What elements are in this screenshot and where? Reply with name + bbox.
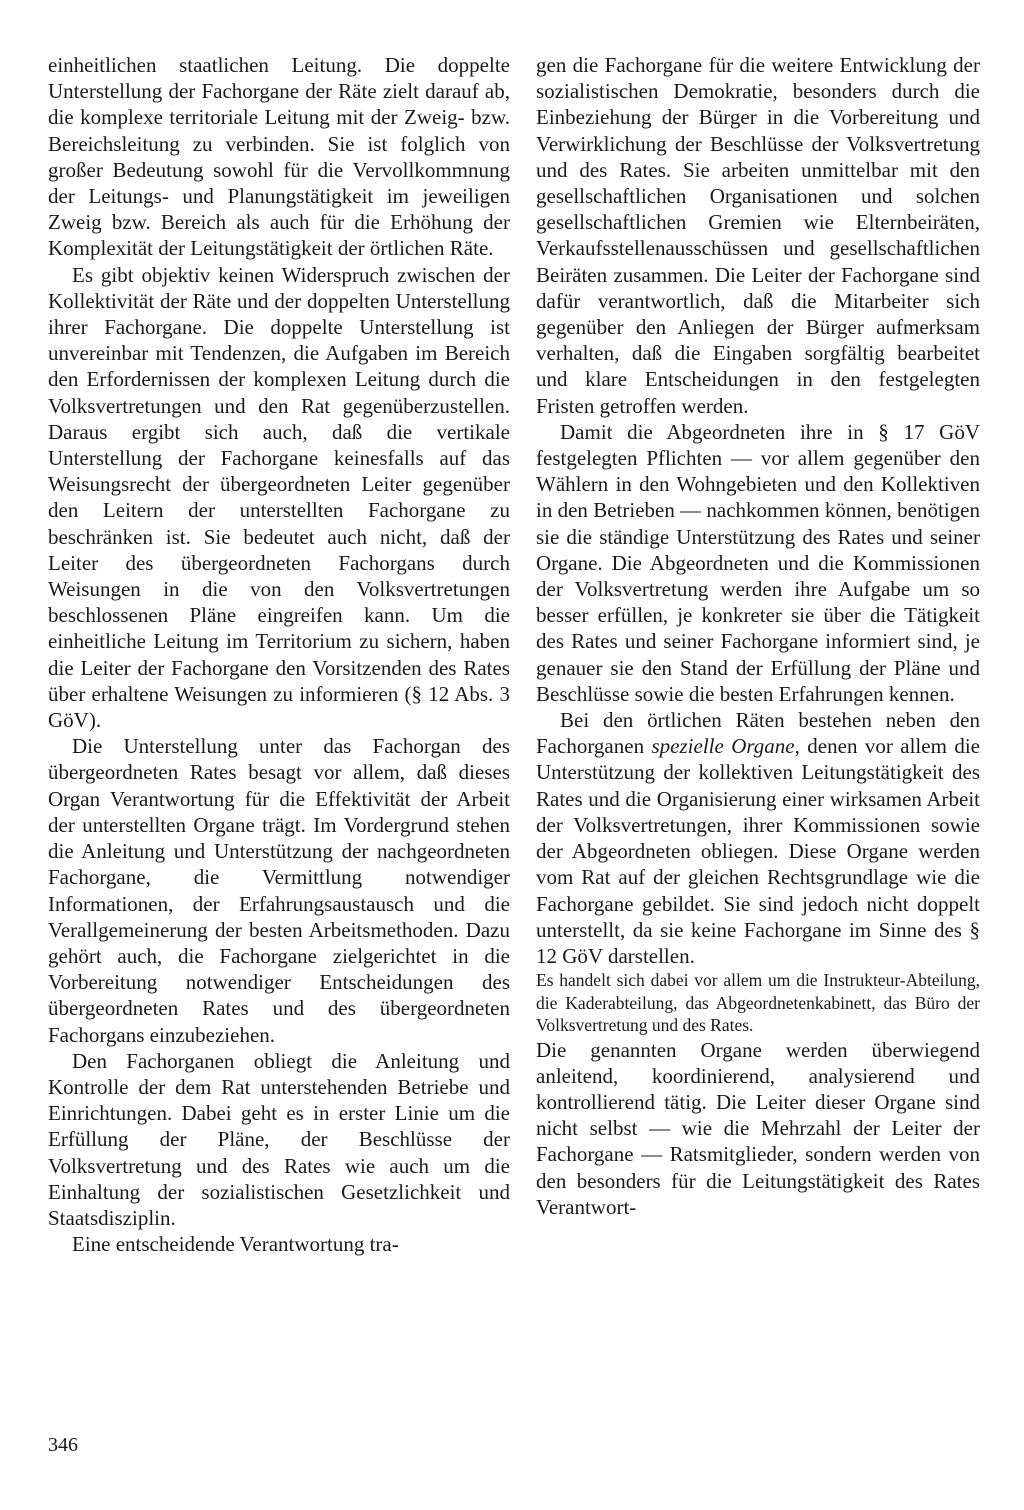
paragraph [536,707,980,969]
paragraph: einheitlichen staatlichen Leitung. Die doppelte Unterstellung der Fachorgane der Räte zielt darauf ab, die komplexe territoriale Leitung mit der Zweig- bzw. Bereichsleitung zu verbinden. Sie ist folglich von großer Bedeutung sowohl für die Vervollkommnung der Leitungs- und Planungstätigkeit im jeweiligen Zweig bzw. Bereich als auch für die Erhöhung der Komplexität der Leitungstätigkeit der örtlichen Räte. [48,53,510,261]
paragraph: Den Fachorganen obliegt die Anleitung und Kontrolle der dem Rat unterstehenden Betriebe und Einrichtungen. Dabei geht es in erster Linie um die Erfüllung der Pläne, der Beschlüsse der Volksvertretung und des Rates wie auch um die Einhaltung der sozialistischen Gesetzlichkeit und Staatsdisziplin. [48,1048,510,1230]
paragraph-text: Bei den örtlichen Räten bestehen neben den Fachorganen [536,708,980,759]
paragraph: Eine entscheidende Verantwortung tra- [72,1232,399,1257]
paragraph: Die Unterstellung unter das Fachorgan des übergeordneten Rates besagt vor allem, daß dieses Organ Verantwortung für die Effektivität der Arbeit der unterstellten Organe trägt. Im Vordergrund stehen die Anleitung und Unterstützung der nachgeordneten Fachorgane, die Vermittlung notwendiger Informationen, der Erfahrungsaustausch und die Verallgemeinerung der besten Arbeitsmethoden. Dazu gehört auch, die Fachorgane zielgerichtet in die Vorbereitung notwendiger Entscheidungen des übergeordneten Rates und des übergeordneten Fachorgans einzubeziehen. [48,734,510,1047]
page-number: 346 [48,1434,78,1456]
paragraph: Es gibt objektiv keinen Widerspruch zwischen der Kollektivität der Räte und der doppelten Unterstellung ihrer Fachorgane. Die doppelte Unterstellung ist unvereinbar mit Tendenzen, die Aufgaben im Bereich den Erfordernissen der komplexen Leitung durch die Volksvertretungen und den Rat gegenüberzustellen. Daraus ergibt sich auch, daß die vertikale Unterstellung der Fachorgane keinesfalls auf das Weisungsrecht der übergeordneten Leiter gegenüber den Leitern der unterstellten Fachorgane zu beschränken ist. Sie bedeutet auch nicht, daß der Leiter des übergeordneten Fachorgans durch Weisungen in die von den Volksvertretungen beschlossenen Pläne eingreifen kann. Um die einheitliche Leitung im Territorium zu sichern, haben die Leiter der Fachorgane den Vorsitzenden des Rates über erhaltene Weisungen zu informieren (§ 12 Abs. 3 GöV). [48,262,510,733]
emphasis-text: spezielle Organe, [651,734,800,759]
paragraph: gen die Fachorgane für die weitere Entwicklung der sozialistischen Demokratie, besonders durch die Einbeziehung der Bürger in die Vorbereitung und Verwirklichung der Beschlüsse der Volksvertretung und des Rates. Sie arbeiten unmittelbar mit den gesellschaftlichen Organisationen und solchen gesellschaftlichen Gremien wie Elternbeiräten, Verkaufsstellenausschüssen und gesellschaftlichen Beiräten zusammen. Die Leiter der Fachorgane sind dafür verantwortlich, daß die Mitarbeiter sich gegenüber den Anliegen der Bürger aufmerksam verhalten, daß die Eingaben sorgfältig bearbeitet und klare Entscheidungen in den festgelegten Fristen getroffen werden. [536,53,980,418]
paragraph: Damit die Abgeordneten ihre in § 17 GöV festgelegten Pflichten — vor allem gegenüber den Wählern in den Wohngebieten und den Kollektiven in den Betrieben — nachkommen können, benötigen sie die ständige Unterstützung des Rates und seiner Organe. Die Abgeordneten und die Kommissionen der Volksvertretung werden ihre Aufgabe um so besser erfüllen, je konkreter sie über die Tätigkeit des Rates und seiner Fachorgane informiert sind, je genauer sie den Stand der Erfüllung der Pläne und Beschlüsse sowie die besten Erfahrungen kennen. [536,419,980,706]
left-column [48,52,510,1257]
paragraph-text: denen vor allem die Unterstützung der kollektiven Leitungstätigkeit des Rates und die Organisierung einer wirksamen Arbeit der Volksvertretungen, ihrer Kommissionen sowie der Abgeordneten obliegen. Diese Organe werden vom Rat auf der gleichen Rechtsgrundlage wie die Fachorgane gebildet. Sie sind jedoch nicht doppelt unterstellt, da sie keine Fachorgane im Sinne des § 12 GöV darstellen. [536,734,980,968]
paragraph: Die genannten Organe werden überwiegend anleitend, koordinierend, analysierend und kontrollierend tätig. Die Leiter dieser Organe sind nicht selbst — wie die Mehrzahl der Leiter der Fachorgane — Ratsmitglieder, sondern werden von den besonders für die Leitungstätigkeit des Rates Verantwort- [536,1037,980,1219]
footnote-note: Es handelt sich dabei vor allem um die Instrukteur-Abteilung, die Kaderabteilung, das Abgeordnetenkabinett, das Büro der Volksvertretung und des Rates. [536,970,980,1036]
right-column [536,52,980,1220]
